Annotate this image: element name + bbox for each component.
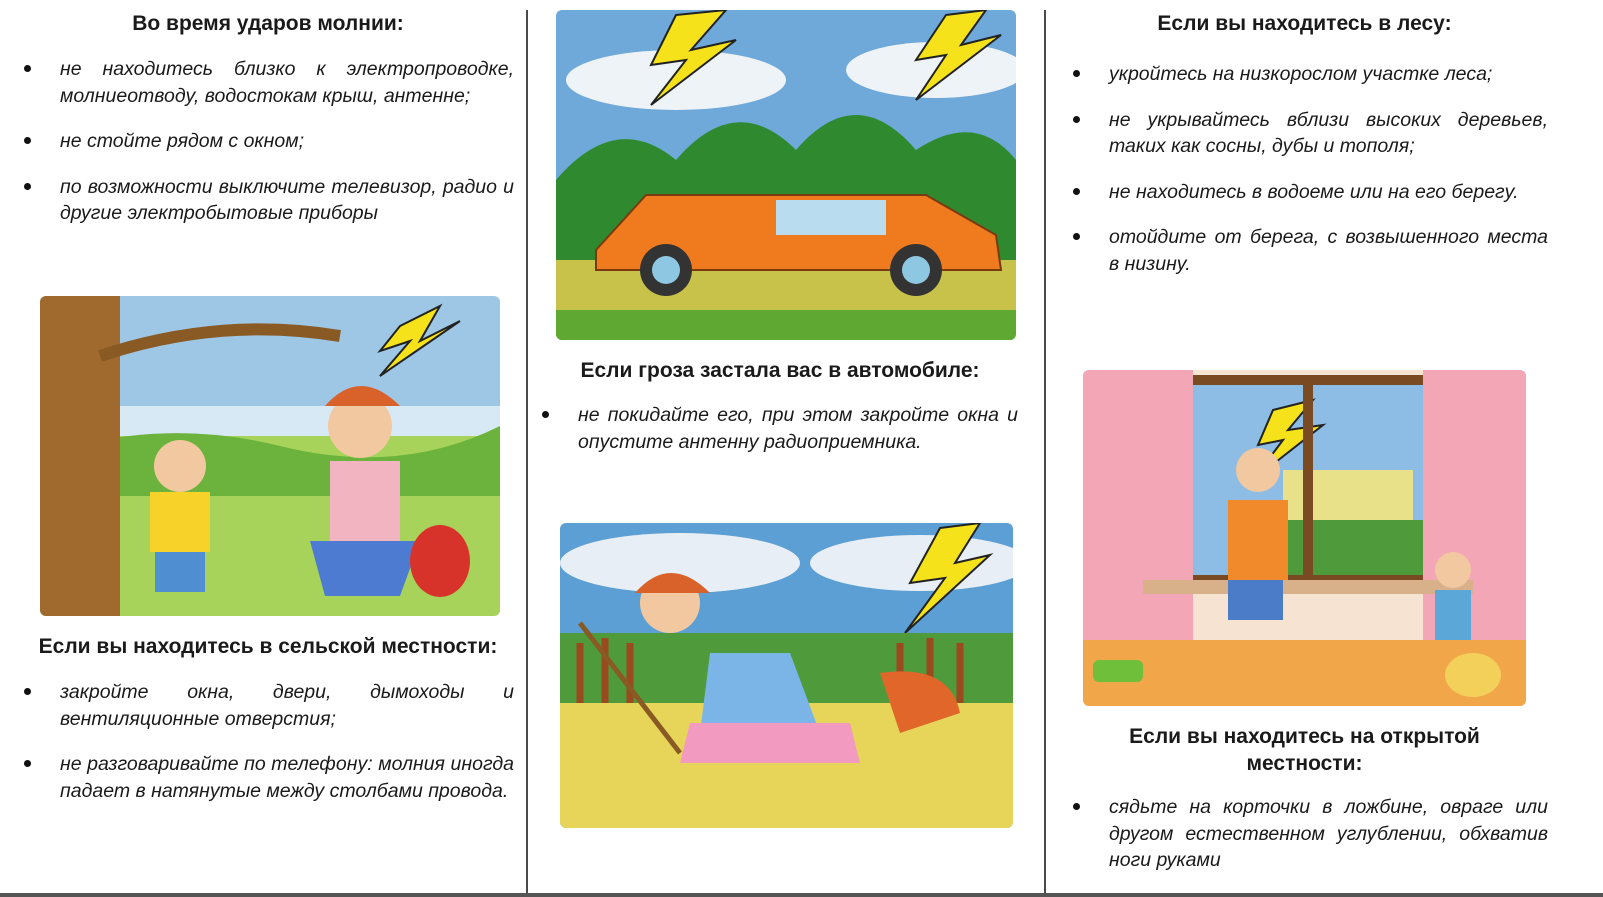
- list-item: не находитесь близко к электропроводке, молниеотводу, водостокам крыш, антенне;: [22, 56, 514, 109]
- lightning-tips-list: [22, 56, 514, 246]
- list-item: не покидайте его, при этом закройте окна и опустите антенну радиоприемника.: [540, 402, 1018, 455]
- list-item: по возможности выключите телевизор, радио и другие электробытовые приборы: [22, 174, 514, 227]
- lightning-heading: Во время ударов молнии:: [132, 12, 404, 35]
- middle-column: [540, 0, 1020, 897]
- list-item: не разговаривайте по телефону: молния иногда падает в натянутые между столбами провода.: [22, 751, 514, 804]
- list-item: укройтесь на низкорослом участке леса;: [1071, 61, 1548, 88]
- forest-heading: Если вы находитесь в лесу:: [1157, 12, 1452, 35]
- right-column: [1071, 0, 1548, 897]
- window-storm-illustration: [1083, 370, 1526, 706]
- open-area-tips-list: [1071, 794, 1548, 893]
- open-area-heading: Если вы находитесь на открытой местности:: [1129, 725, 1480, 775]
- bottom-rule: [0, 893, 1603, 897]
- car-in-storm-illustration: [556, 10, 1016, 340]
- countryside-heading: Если вы находитесь в сельской местности:: [38, 635, 498, 658]
- left-column: [22, 0, 514, 897]
- list-item: отойдите от берега, с возвышенного места в низину.: [1071, 224, 1548, 277]
- car-tips-list: [540, 402, 1018, 474]
- column-divider: [1044, 10, 1046, 897]
- countryside-tips-list: [22, 679, 514, 823]
- girl-running-illustration: [560, 523, 1013, 828]
- list-item: не стойте рядом с окном;: [22, 128, 514, 155]
- column-divider: [526, 10, 528, 897]
- kids-under-tree-illustration: [40, 296, 500, 616]
- list-item: не укрывайтесь вблизи высоких деревьев, таких как сосны, дубы и тополя;: [1071, 107, 1548, 160]
- car-heading: Если гроза застала вас в автомобиле:: [580, 359, 980, 382]
- list-item: закройте окна, двери, дымоходы и вентиляционные отверстия;: [22, 679, 514, 732]
- forest-tips-list: [1071, 61, 1548, 296]
- list-item: не находитесь в водоеме или на его берегу.: [1071, 179, 1548, 206]
- list-item: сядьте на корточки в ложбине, овраге или другом естественном углублении, обхватив ноги руками: [1071, 794, 1548, 874]
